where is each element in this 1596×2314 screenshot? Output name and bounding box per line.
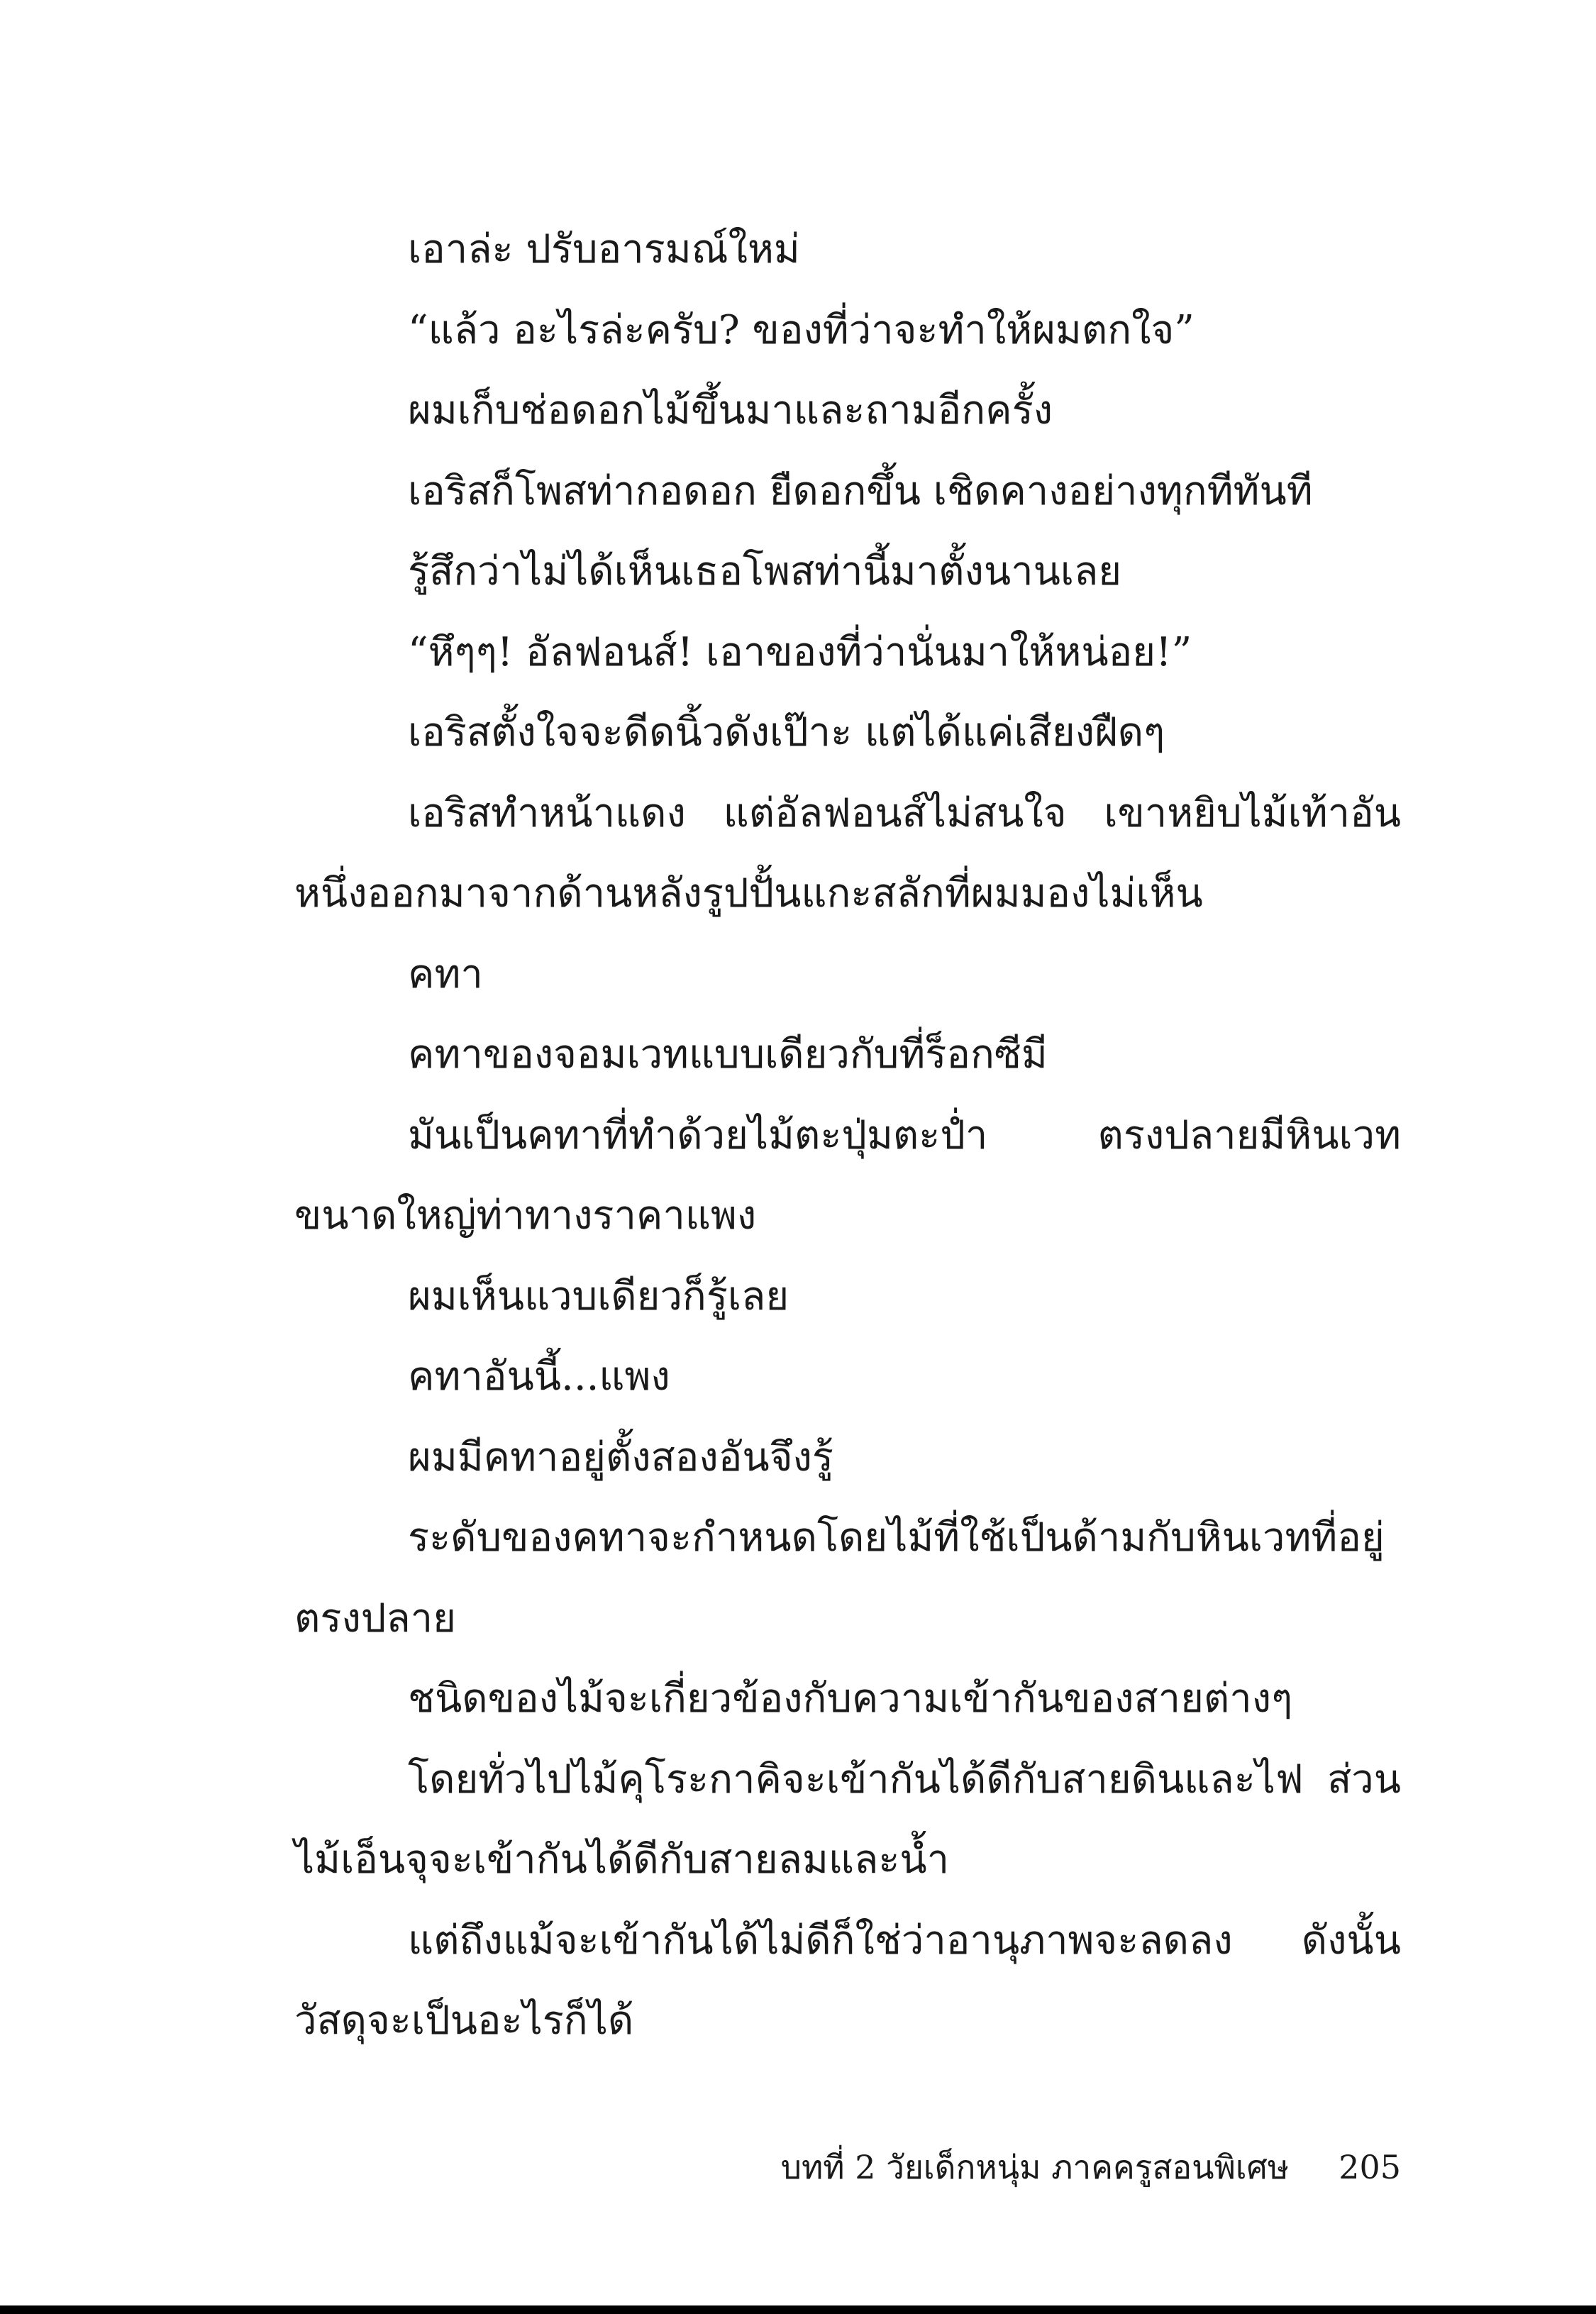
paragraph: รู้สึกว่าไม่ได้เห็นเธอโพสท่านี้มาตั้งนานเลย — [408, 548, 1122, 594]
paragraph: เอาล่ะ ปรับอารมณ์ใหม่ — [408, 226, 800, 272]
paragraph: “หึๆๆ! อัลฟอนส์! เอาของที่ว่านั่นมาให้หน่อย!” — [408, 629, 1192, 675]
paragraph: ผมมีคทาอยู่ตั้งสองอันจึงรู้ — [408, 1434, 833, 1480]
paragraph: “แล้ว อะไรล่ะครับ? ของที่ว่าจะทำให้ผมตกใจ” — [408, 306, 1195, 353]
bottom-border — [0, 2305, 1596, 2314]
paragraph: ชนิดของไม้จะเกี่ยวข้องกับความเข้ากันของสายต่างๆ — [408, 1676, 1293, 1722]
paragraph: เอริสก็โพสท่ากอดอก ยืดอกขึ้น เชิดคางอย่างทุกทีทันที — [408, 467, 1313, 514]
paragraph: คทาอันนี้...แพง — [408, 1353, 670, 1400]
page-number: 205 — [1339, 2148, 1401, 2186]
paragraph: เอริสตั้งใจจะดีดนิ้วดังเป๊าะ แต่ได้แค่เสียงฝืดๆ — [408, 709, 1165, 755]
paragraph: ผมเห็นแวบเดียวก็รู้เลย — [408, 1273, 789, 1319]
paragraph: ระดับของคทาจะกำหนดโดยไม้ที่ใช้เป็นด้ามกับหินเวทที่อยู่ตรงปลาย — [294, 1515, 1385, 1642]
paragraph: โดยทั่วไปไม้คุโระกาคิจะเข้ากันได้ดีกับสายดินและไฟ ส่วนไม้เอ็นจุจะเข้ากันได้ดีกับสายลมและน้ำ — [294, 1756, 1401, 1883]
paragraph: แต่ถึงแม้จะเข้ากันได้ไม่ดีก็ใช่ว่าอานุภาพจะลดลง ดังนั้นวัสดุจะเป็นอะไรก็ได้ — [294, 1917, 1401, 2044]
paragraph: ผมเก็บช่อดอกไม้ขึ้นมาและถามอีกครั้ง — [408, 387, 1053, 433]
running-title: บทที่ 2 วัยเด็กหนุ่ม ภาคครูสอนพิเศษ — [780, 2148, 1290, 2186]
page-footer — [781, 2142, 1401, 2192]
paragraph: คทาของจอมเวทแบบเดียวกับที่ร็อกซีมี — [408, 1031, 1048, 1078]
page-body-text — [294, 209, 1401, 2061]
paragraph: มันเป็นคทาที่ทำด้วยไม้ตะปุ่มตะป่ำ ตรงปลายมีหินเวทขนาดใหญ่ท่าทางราคาแพง — [294, 1112, 1401, 1239]
paragraph: เอริสทำหน้าแดง แต่อัลฟอนส์ไม่สนใจ เขาหยิบไม้เท้าอันหนึ่งออกมาจากด้านหลังรูปปั้นแกะสลักที่ผมมองไม่เห็น — [294, 790, 1401, 917]
paragraph: คทา — [408, 951, 483, 997]
